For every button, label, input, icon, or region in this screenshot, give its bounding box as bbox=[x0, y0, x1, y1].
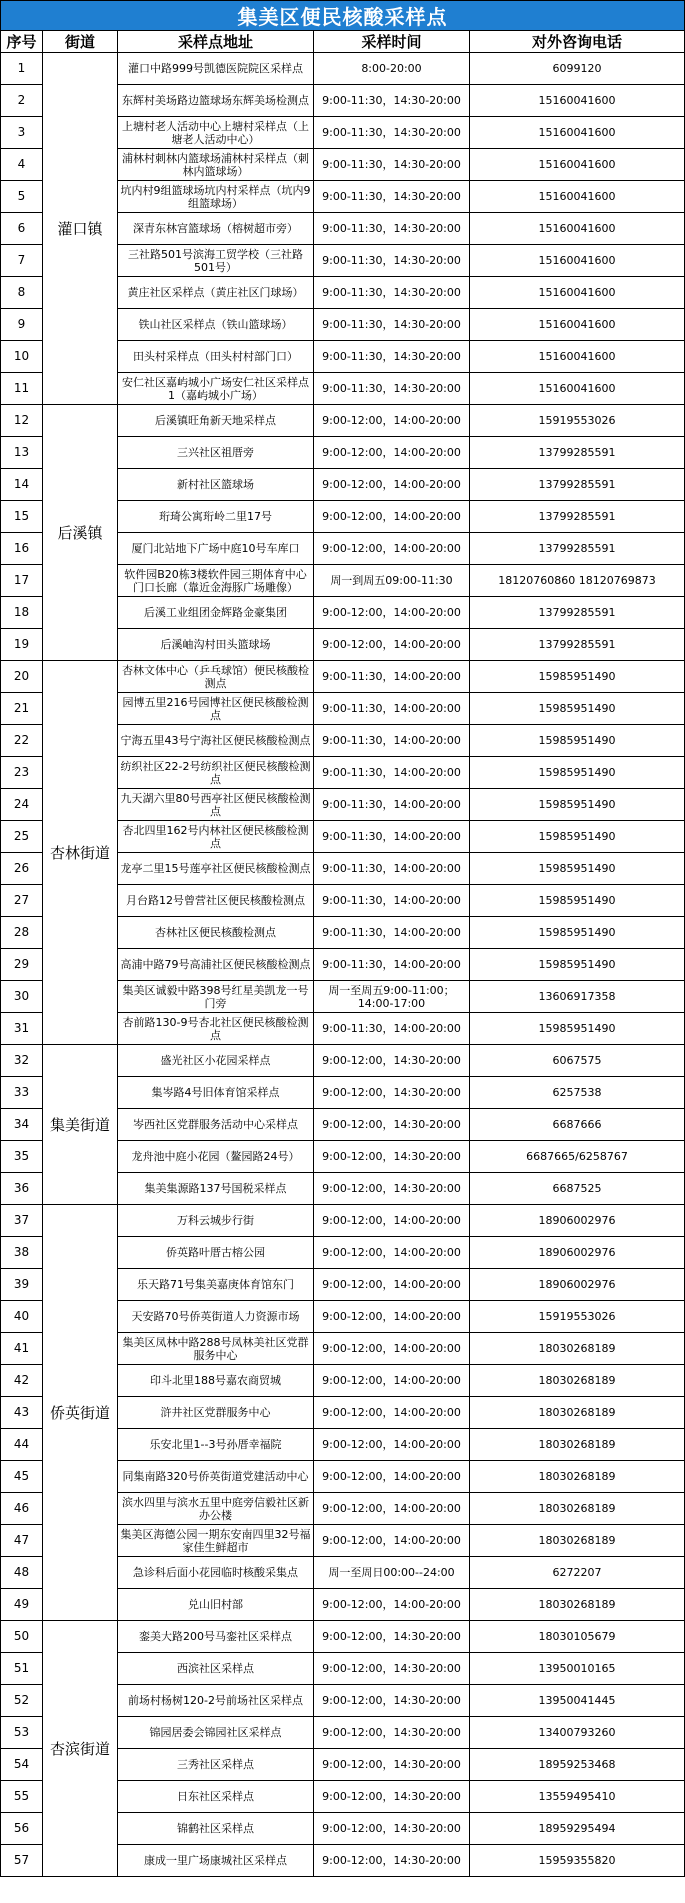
row-number: 9 bbox=[1, 309, 43, 341]
sampling-address: 田头村采样点（田头村村部门口） bbox=[118, 341, 314, 373]
sampling-time: 9:00-12:00，14:30-20:00 bbox=[314, 1077, 470, 1109]
contact-phone: 15160041600 bbox=[470, 181, 685, 213]
contact-phone: 18030268189 bbox=[470, 1493, 685, 1525]
contact-phone: 15160041600 bbox=[470, 309, 685, 341]
header-time: 采样时间 bbox=[314, 31, 470, 53]
row-number: 50 bbox=[1, 1621, 43, 1653]
contact-phone: 15160041600 bbox=[470, 213, 685, 245]
street-name: 灌口镇 bbox=[43, 53, 118, 405]
sampling-address: 岑西社区党群服务活动中心采样点 bbox=[118, 1109, 314, 1141]
sampling-address: 新村社区篮球场 bbox=[118, 469, 314, 501]
contact-phone: 18906002976 bbox=[470, 1269, 685, 1301]
sampling-address: 康成一里广场康城社区采样点 bbox=[118, 1845, 314, 1877]
sampling-time: 9:00-12:00，14:00-20:00 bbox=[314, 1365, 470, 1397]
contact-phone: 15985951490 bbox=[470, 885, 685, 917]
table-row bbox=[1, 661, 685, 693]
contact-phone: 13559495410 bbox=[470, 1781, 685, 1813]
row-number: 43 bbox=[1, 1397, 43, 1429]
sampling-address: 厦门北站地下广场中庭10号车库口 bbox=[118, 533, 314, 565]
sampling-address: 集美集源路137号国税采样点 bbox=[118, 1173, 314, 1205]
sampling-time: 9:00-12:00，14:00-20:00 bbox=[314, 1333, 470, 1365]
contact-phone: 18959253468 bbox=[470, 1749, 685, 1781]
contact-phone: 13799285591 bbox=[470, 469, 685, 501]
sampling-address: 同集南路320号侨英街道党建活动中心 bbox=[118, 1461, 314, 1493]
contact-phone: 18030268189 bbox=[470, 1525, 685, 1557]
sampling-time: 9:00-11:30，14:30-20:00 bbox=[314, 245, 470, 277]
sampling-time: 9:00-12:00，14:30-20:00 bbox=[314, 1621, 470, 1653]
sampling-time: 9:00-12:00，14:00-20:00 bbox=[314, 1461, 470, 1493]
row-number: 28 bbox=[1, 917, 43, 949]
row-number: 45 bbox=[1, 1461, 43, 1493]
sampling-time: 9:00-12:00，14:30-20:00 bbox=[314, 1173, 470, 1205]
row-number: 30 bbox=[1, 981, 43, 1013]
contact-phone: 6067575 bbox=[470, 1045, 685, 1077]
row-number: 25 bbox=[1, 821, 43, 853]
row-number: 26 bbox=[1, 853, 43, 885]
sampling-address: 印斗北里188号嘉农商贸城 bbox=[118, 1365, 314, 1397]
sampling-address: 乐天路71号集美嘉庚体育馆东门 bbox=[118, 1269, 314, 1301]
header-address: 采样点地址 bbox=[118, 31, 314, 53]
contact-phone: 6099120 bbox=[470, 53, 685, 85]
sampling-time: 9:00-12:00，14:30-20:00 bbox=[314, 1685, 470, 1717]
sampling-time: 9:00-11:30，14:30-20:00 bbox=[314, 341, 470, 373]
sampling-address: 三社路501号滨海工贸学校（三社路501号） bbox=[118, 245, 314, 277]
sampling-address: 杏前路130-9号杏北社区便民核酸检测点 bbox=[118, 1013, 314, 1045]
sampling-time: 9:00-11:30，14:30-20:00 bbox=[314, 309, 470, 341]
sampling-address: 月台路12号曾营社区便民核酸检测点 bbox=[118, 885, 314, 917]
sampling-time: 周一至周日00:00--24:00 bbox=[314, 1557, 470, 1589]
row-number: 40 bbox=[1, 1301, 43, 1333]
sampling-time: 9:00-11:30，14:00-20:00 bbox=[314, 789, 470, 821]
sampling-address: 三秀社区采样点 bbox=[118, 1749, 314, 1781]
sampling-time: 9:00-11:30，14:30-20:00 bbox=[314, 181, 470, 213]
row-number: 53 bbox=[1, 1717, 43, 1749]
row-number: 54 bbox=[1, 1749, 43, 1781]
sampling-address: 西滨社区采样点 bbox=[118, 1653, 314, 1685]
row-number: 31 bbox=[1, 1013, 43, 1045]
header-seq: 序号 bbox=[1, 31, 43, 53]
sampling-time: 9:00-12:00，14:00-20:00 bbox=[314, 469, 470, 501]
sampling-address: 黄庄社区采样点（黄庄社区门球场） bbox=[118, 277, 314, 309]
sampling-time: 9:00-12:00，14:30-20:00 bbox=[314, 1653, 470, 1685]
contact-phone: 13400793260 bbox=[470, 1717, 685, 1749]
sampling-address: 集岑路4号旧体育馆采样点 bbox=[118, 1077, 314, 1109]
sampling-time: 周一至周五9:00-11:00；14:00-17:00 bbox=[314, 981, 470, 1013]
sampling-time: 9:00-11:30，14:30-20:00 bbox=[314, 117, 470, 149]
sampling-address: 盛光社区小花园采样点 bbox=[118, 1045, 314, 1077]
sampling-address: 急诊科后面小花园临时核酸采集点 bbox=[118, 1557, 314, 1589]
sampling-address: 园博五里216号园博社区便民核酸检测点 bbox=[118, 693, 314, 725]
sampling-address: 宁海五里43号宁海社区便民核酸检测点 bbox=[118, 725, 314, 757]
street-name: 杏林街道 bbox=[43, 661, 118, 1045]
sampling-address: 滨水四里与滨水五里中庭旁信毅社区新办公楼 bbox=[118, 1493, 314, 1525]
contact-phone: 6687666 bbox=[470, 1109, 685, 1141]
contact-phone: 13950010165 bbox=[470, 1653, 685, 1685]
sampling-time: 9:00-12:00，14:00-20:00 bbox=[314, 1397, 470, 1429]
sampling-address: 锦园居委会锦园社区采样点 bbox=[118, 1717, 314, 1749]
row-number: 29 bbox=[1, 949, 43, 981]
table-row bbox=[1, 1205, 685, 1237]
row-number: 55 bbox=[1, 1781, 43, 1813]
row-number: 22 bbox=[1, 725, 43, 757]
contact-phone: 15160041600 bbox=[470, 85, 685, 117]
street-name: 侨英街道 bbox=[43, 1205, 118, 1621]
contact-phone: 15985951490 bbox=[470, 853, 685, 885]
sampling-address: 铁山社区采样点（铁山篮球场） bbox=[118, 309, 314, 341]
row-number: 13 bbox=[1, 437, 43, 469]
sampling-address: 集美区诚毅中路398号红星美凯龙一号门旁 bbox=[118, 981, 314, 1013]
sampling-time: 9:00-12:00，14:00-20:00 bbox=[314, 437, 470, 469]
contact-phone: 15985951490 bbox=[470, 821, 685, 853]
sampling-address: 侨英路叶厝古榕公园 bbox=[118, 1237, 314, 1269]
sampling-time: 9:00-12:00，14:30-20:00 bbox=[314, 1045, 470, 1077]
row-number: 4 bbox=[1, 149, 43, 181]
row-number: 56 bbox=[1, 1813, 43, 1845]
contact-phone: 13606917358 bbox=[470, 981, 685, 1013]
sampling-time: 9:00-11:30，14:00-20:00 bbox=[314, 725, 470, 757]
sampling-time: 9:00-12:00，14:00-20:00 bbox=[314, 1237, 470, 1269]
sampling-address: 杏林文体中心（乒乓球馆）便民核酸检测点 bbox=[118, 661, 314, 693]
sampling-time: 9:00-11:30，14:30-20:00 bbox=[314, 149, 470, 181]
contact-phone: 18030105679 bbox=[470, 1621, 685, 1653]
contact-phone: 15985951490 bbox=[470, 789, 685, 821]
contact-phone: 6272207 bbox=[470, 1557, 685, 1589]
sampling-address: 万科云城步行街 bbox=[118, 1205, 314, 1237]
row-number: 42 bbox=[1, 1365, 43, 1397]
sampling-time: 9:00-11:30，14:00-20:00 bbox=[314, 821, 470, 853]
contact-phone: 15985951490 bbox=[470, 1013, 685, 1045]
sampling-address: 日东社区采样点 bbox=[118, 1781, 314, 1813]
row-number: 33 bbox=[1, 1077, 43, 1109]
contact-phone: 13799285591 bbox=[470, 501, 685, 533]
sampling-address: 珩琦公寓珩岭二里17号 bbox=[118, 501, 314, 533]
contact-phone: 15919553026 bbox=[470, 405, 685, 437]
sampling-time: 9:00-12:00，14:30-20:00 bbox=[314, 1141, 470, 1173]
sampling-time: 9:00-11:30，14:30-20:00 bbox=[314, 373, 470, 405]
sampling-address: 安仁社区嘉屿城小广场安仁社区采样点1（嘉屿城小广场） bbox=[118, 373, 314, 405]
sampling-time: 9:00-12:00，14:00-20:00 bbox=[314, 1205, 470, 1237]
sampling-address: 高浦中路79号高浦社区便民核酸检测点 bbox=[118, 949, 314, 981]
row-number: 21 bbox=[1, 693, 43, 725]
contact-phone: 18030268189 bbox=[470, 1461, 685, 1493]
sampling-address: 天安路70号侨英街道人力资源市场 bbox=[118, 1301, 314, 1333]
sampling-time: 9:00-12:00，14:30-20:00 bbox=[314, 1845, 470, 1877]
sampling-time: 9:00-12:00，14:00-20:00 bbox=[314, 1525, 470, 1557]
row-number: 37 bbox=[1, 1205, 43, 1237]
row-number: 57 bbox=[1, 1845, 43, 1877]
sampling-time: 9:00-11:30，14:00-20:00 bbox=[314, 853, 470, 885]
contact-phone: 18030268189 bbox=[470, 1589, 685, 1621]
row-number: 1 bbox=[1, 53, 43, 85]
sampling-time: 9:00-11:30，14:30-20:00 bbox=[314, 85, 470, 117]
contact-phone: 6687665/6258767 bbox=[470, 1141, 685, 1173]
row-number: 5 bbox=[1, 181, 43, 213]
sampling-address: 集美区海德公园一期东安南四里32号福家佳生鲜超市 bbox=[118, 1525, 314, 1557]
contact-phone: 18906002976 bbox=[470, 1205, 685, 1237]
row-number: 34 bbox=[1, 1109, 43, 1141]
sampling-time: 9:00-11:30，14:00-20:00 bbox=[314, 885, 470, 917]
contact-phone: 13799285591 bbox=[470, 533, 685, 565]
row-number: 16 bbox=[1, 533, 43, 565]
header-street: 街道 bbox=[43, 31, 118, 53]
contact-phone: 15985951490 bbox=[470, 693, 685, 725]
sampling-time: 9:00-12:00，14:30-20:00 bbox=[314, 1109, 470, 1141]
sampling-time: 9:00-12:00，14:00-20:00 bbox=[314, 597, 470, 629]
contact-phone: 18030268189 bbox=[470, 1429, 685, 1461]
row-number: 49 bbox=[1, 1589, 43, 1621]
sampling-time: 9:00-11:30，14:00-20:00 bbox=[314, 917, 470, 949]
sampling-address: 东辉村美场路边篮球场东辉美场检测点 bbox=[118, 85, 314, 117]
row-number: 27 bbox=[1, 885, 43, 917]
row-number: 47 bbox=[1, 1525, 43, 1557]
sampling-address: 浒井社区党群服务中心 bbox=[118, 1397, 314, 1429]
contact-phone: 13950041445 bbox=[470, 1685, 685, 1717]
sampling-time: 9:00-11:30，14:00-20:00 bbox=[314, 1013, 470, 1045]
contact-phone: 15160041600 bbox=[470, 277, 685, 309]
sampling-address: 銮美大路200号马銮社区采样点 bbox=[118, 1621, 314, 1653]
row-number: 36 bbox=[1, 1173, 43, 1205]
sampling-time: 9:00-11:30，14:00-20:00 bbox=[314, 757, 470, 789]
row-number: 35 bbox=[1, 1141, 43, 1173]
contact-phone: 15160041600 bbox=[470, 245, 685, 277]
contact-phone: 13799285591 bbox=[470, 629, 685, 661]
sampling-time: 9:00-12:00，14:00-20:00 bbox=[314, 629, 470, 661]
contact-phone: 15985951490 bbox=[470, 757, 685, 789]
contact-phone: 15985951490 bbox=[470, 661, 685, 693]
row-number: 12 bbox=[1, 405, 43, 437]
row-number: 19 bbox=[1, 629, 43, 661]
sampling-address: 杏北四里162号内林社区便民核酸检测点 bbox=[118, 821, 314, 853]
sampling-address: 集美区凤林中路288号凤林美社区党群服务中心 bbox=[118, 1333, 314, 1365]
sampling-time: 9:00-11:30，14:30-20:00 bbox=[314, 277, 470, 309]
sampling-time: 8:00-20:00 bbox=[314, 53, 470, 85]
contact-phone: 18030268189 bbox=[470, 1397, 685, 1429]
sampling-time: 9:00-12:00，14:00-20:00 bbox=[314, 1589, 470, 1621]
row-number: 32 bbox=[1, 1045, 43, 1077]
sampling-time: 9:00-11:30，14:00-20:00 bbox=[314, 661, 470, 693]
row-number: 18 bbox=[1, 597, 43, 629]
sampling-address: 锦鹤社区采样点 bbox=[118, 1813, 314, 1845]
sampling-time: 9:00-12:00，14:00-20:00 bbox=[314, 1269, 470, 1301]
contact-phone: 18959295494 bbox=[470, 1813, 685, 1845]
table-row bbox=[1, 53, 685, 85]
row-number: 38 bbox=[1, 1237, 43, 1269]
row-number: 2 bbox=[1, 85, 43, 117]
sampling-time: 9:00-12:00，14:00-20:00 bbox=[314, 1493, 470, 1525]
row-number: 52 bbox=[1, 1685, 43, 1717]
sampling-address: 后溪镇旺角新天地采样点 bbox=[118, 405, 314, 437]
sampling-address: 三兴社区祖厝旁 bbox=[118, 437, 314, 469]
sampling-address: 上塘村老人活动中心上塘村采样点（上塘老人活动中心） bbox=[118, 117, 314, 149]
contact-phone: 15985951490 bbox=[470, 725, 685, 757]
sampling-address: 后溪岫沟村田头篮球场 bbox=[118, 629, 314, 661]
sampling-address: 龙亭二里15号莲亭社区便民核酸检测点 bbox=[118, 853, 314, 885]
sampling-time: 9:00-12:00，14:00-20:00 bbox=[314, 1429, 470, 1461]
street-name: 集美街道 bbox=[43, 1045, 118, 1205]
row-number: 17 bbox=[1, 565, 43, 597]
row-number: 41 bbox=[1, 1333, 43, 1365]
contact-phone: 18906002976 bbox=[470, 1237, 685, 1269]
contact-phone: 13799285591 bbox=[470, 597, 685, 629]
contact-phone: 15959355820 bbox=[470, 1845, 685, 1877]
table-row bbox=[1, 1045, 685, 1077]
street-name: 后溪镇 bbox=[43, 405, 118, 661]
sampling-address: 坑内村9组篮球场坑内村采样点（坑内9组篮球场） bbox=[118, 181, 314, 213]
table-title: 集美区便民核酸采样点 bbox=[1, 1, 685, 31]
row-number: 48 bbox=[1, 1557, 43, 1589]
sampling-time: 9:00-12:00，14:00-20:00 bbox=[314, 533, 470, 565]
sampling-time: 9:00-12:00，14:30-20:00 bbox=[314, 1813, 470, 1845]
sampling-time: 9:00-12:00，14:00-20:00 bbox=[314, 405, 470, 437]
row-number: 8 bbox=[1, 277, 43, 309]
sampling-address: 兑山旧村部 bbox=[118, 1589, 314, 1621]
row-number: 10 bbox=[1, 341, 43, 373]
sampling-time: 9:00-12:00，14:00-20:00 bbox=[314, 501, 470, 533]
contact-phone: 18030268189 bbox=[470, 1333, 685, 1365]
contact-phone: 6687525 bbox=[470, 1173, 685, 1205]
contact-phone: 15160041600 bbox=[470, 117, 685, 149]
row-number: 3 bbox=[1, 117, 43, 149]
row-number: 39 bbox=[1, 1269, 43, 1301]
row-number: 7 bbox=[1, 245, 43, 277]
sampling-address: 杏林社区便民核酸检测点 bbox=[118, 917, 314, 949]
sampling-address: 灌口中路999号凯德医院院区采样点 bbox=[118, 53, 314, 85]
sampling-time: 9:00-11:30，14:30-20:00 bbox=[314, 213, 470, 245]
sampling-address: 软件园B20栋3楼软件园三期体育中心门口长廊（靠近金海豚广场雕像） bbox=[118, 565, 314, 597]
row-number: 51 bbox=[1, 1653, 43, 1685]
sampling-address: 九天湖六里80号西亭社区便民核酸检测点 bbox=[118, 789, 314, 821]
street-name: 杏滨街道 bbox=[43, 1621, 118, 1877]
row-number: 24 bbox=[1, 789, 43, 821]
contact-phone: 15160041600 bbox=[470, 149, 685, 181]
row-number: 23 bbox=[1, 757, 43, 789]
row-number: 6 bbox=[1, 213, 43, 245]
sampling-address: 龙舟池中庭小花园（鳌园路24号） bbox=[118, 1141, 314, 1173]
contact-phone: 15160041600 bbox=[470, 373, 685, 405]
sampling-address: 前场村杨树120-2号前场社区采样点 bbox=[118, 1685, 314, 1717]
sampling-address: 后溪工业组团金辉路金豪集团 bbox=[118, 597, 314, 629]
row-number: 46 bbox=[1, 1493, 43, 1525]
sampling-time: 9:00-11:30，14:00-20:00 bbox=[314, 693, 470, 725]
contact-phone: 18030268189 bbox=[470, 1365, 685, 1397]
sampling-time: 周一到周五09:00-11:30 bbox=[314, 565, 470, 597]
row-number: 15 bbox=[1, 501, 43, 533]
sampling-address: 深青东林宫篮球场（榕树超市旁） bbox=[118, 213, 314, 245]
contact-phone: 18120760860 18120769873 bbox=[470, 565, 685, 597]
contact-phone: 15160041600 bbox=[470, 341, 685, 373]
header-phone: 对外咨询电话 bbox=[470, 31, 685, 53]
table-row bbox=[1, 405, 685, 437]
sampling-time: 9:00-12:00，14:30-20:00 bbox=[314, 1717, 470, 1749]
contact-phone: 15985951490 bbox=[470, 949, 685, 981]
row-number: 20 bbox=[1, 661, 43, 693]
contact-phone: 15919553026 bbox=[470, 1301, 685, 1333]
sampling-address: 纺织社区22-2号纺织社区便民核酸检测点 bbox=[118, 757, 314, 789]
row-number: 44 bbox=[1, 1429, 43, 1461]
table-row bbox=[1, 1621, 685, 1653]
row-number: 14 bbox=[1, 469, 43, 501]
sampling-time: 9:00-12:00，14:00-20:00 bbox=[314, 1301, 470, 1333]
row-number: 11 bbox=[1, 373, 43, 405]
sampling-address: 浦林村刺林内篮球场浦林村采样点（刺林内篮球场） bbox=[118, 149, 314, 181]
sampling-time: 9:00-11:30，14:00-20:00 bbox=[314, 949, 470, 981]
sampling-address: 乐安北里1--3号孙厝幸福院 bbox=[118, 1429, 314, 1461]
sampling-time: 9:00-12:00，14:30-20:00 bbox=[314, 1749, 470, 1781]
sampling-time: 9:00-12:00，14:30-20:00 bbox=[314, 1781, 470, 1813]
contact-phone: 13799285591 bbox=[470, 437, 685, 469]
contact-phone: 6257538 bbox=[470, 1077, 685, 1109]
contact-phone: 15985951490 bbox=[470, 917, 685, 949]
